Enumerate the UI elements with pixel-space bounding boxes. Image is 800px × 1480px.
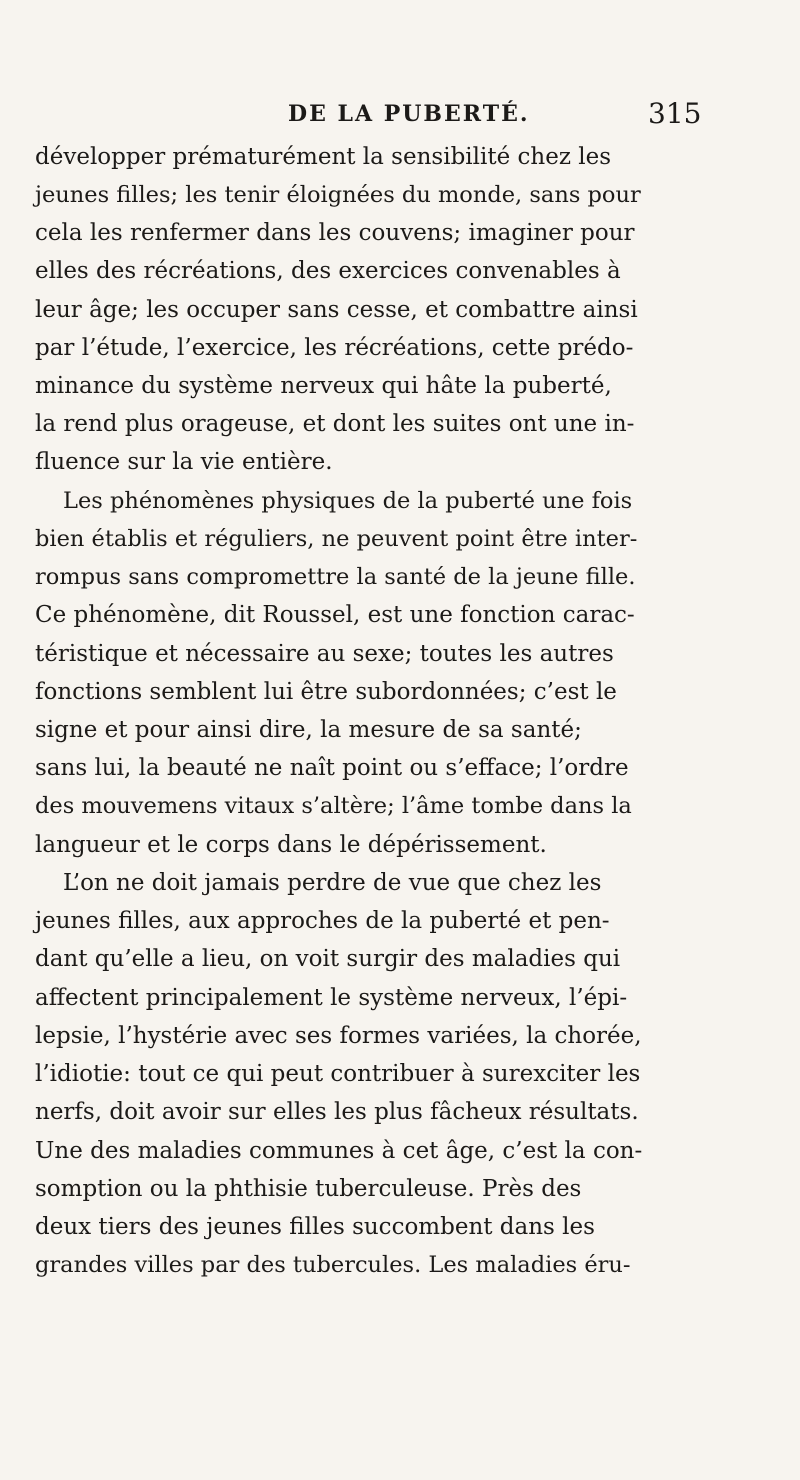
text-line: affectent principalement le système nerveux, l’épi- bbox=[35, 985, 628, 1011]
text-line: par l’étude, l’exercice, les récréations, cette prédo- bbox=[35, 335, 634, 361]
text-line: langueur et le corps dans le dépérissement. bbox=[35, 832, 547, 858]
text-line: Les phénomènes physiques de la puberté une fois bbox=[63, 488, 633, 514]
page-number: 315 bbox=[648, 97, 702, 130]
text-line: dant qu’elle a lieu, on voit surgir des maladies qui bbox=[35, 946, 621, 972]
text-line: l’idiotie: tout ce qui peut contribuer à surexciter les bbox=[35, 1061, 641, 1087]
text-line: deux tiers des jeunes filles succombent dans les bbox=[35, 1214, 595, 1240]
text-line: Une des maladies communes à cet âge, c’est la con- bbox=[35, 1138, 643, 1164]
text-line: cela les renfermer dans les couvens; imaginer pour bbox=[35, 220, 635, 246]
text-line: lepsie, l’hystérie avec ses formes variées, la chorée, bbox=[35, 1023, 642, 1049]
text-line: fluence sur la vie entière. bbox=[35, 449, 333, 475]
text-line: des mouvemens vitaux s’altère; l’âme tombe dans la bbox=[35, 793, 632, 819]
text-line: leur âge; les occuper sans cesse, et combattre ainsi bbox=[35, 297, 638, 323]
text-line: rompus sans compromettre la santé de la jeune fille. bbox=[35, 564, 636, 590]
text-line: signe et pour ainsi dire, la mesure de sa santé; bbox=[35, 717, 582, 743]
text-line: fonctions semblent lui être subordonnées; c’est le bbox=[35, 679, 617, 705]
text-line: Ce phénomène, dit Roussel, est une fonction carac- bbox=[35, 602, 635, 628]
text-line: L’on ne doit jamais perdre de vue que chez les bbox=[63, 870, 602, 896]
text-line: grandes villes par des tubercules. Les maladies éru- bbox=[35, 1252, 631, 1278]
text-line: nerfs, doit avoir sur elles les plus fâcheux résultats. bbox=[35, 1099, 639, 1125]
text-line: développer prématurément la sensibilité chez les bbox=[35, 144, 612, 170]
text-line: bien établis et réguliers, ne peuvent point être inter- bbox=[35, 526, 638, 552]
text-line: minance du système nerveux qui hâte la puberté, bbox=[35, 373, 612, 399]
text-line: la rend plus orageuse, et dont les suites ont une in- bbox=[35, 411, 635, 437]
text-line: jeunes filles; les tenir éloignées du monde, sans pour bbox=[35, 182, 641, 208]
running-head bbox=[0, 94, 800, 134]
text-line: somption ou la phthisie tuberculeuse. Près des bbox=[35, 1176, 582, 1202]
text-line: elles des récréations, des exercices convenables à bbox=[35, 258, 621, 284]
text-line: téristique et nécessaire au sexe; toutes les autres bbox=[35, 641, 614, 667]
text-line: sans lui, la beauté ne naît point ou s’efface; l’ordre bbox=[35, 755, 629, 781]
running-title: DE LA PUBERTÉ. bbox=[288, 101, 530, 127]
text-line: jeunes filles, aux approches de la puberté et pen- bbox=[35, 908, 610, 934]
